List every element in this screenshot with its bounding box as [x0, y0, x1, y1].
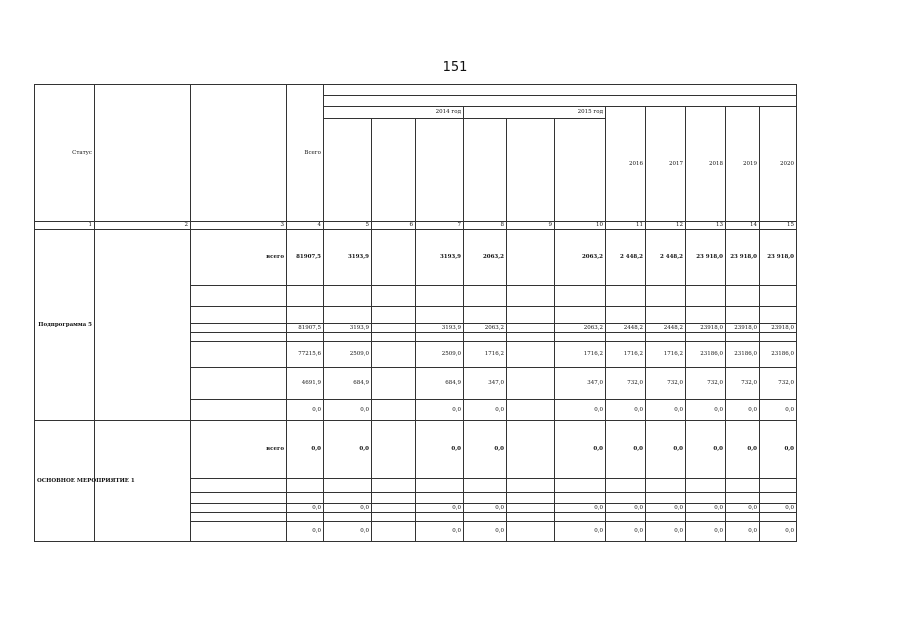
value-cell: 732,0: [726, 368, 760, 400]
value-cell: 0,0: [726, 504, 760, 513]
executor-cell: всего: [191, 230, 287, 286]
value-cell: [464, 493, 507, 504]
value-cell: [726, 286, 760, 307]
executor-cell: [191, 333, 287, 342]
value-cell: 732,0: [606, 368, 646, 400]
status-cell: ОСНОВНОЕ МЕРОПРИЯТИЕ 1: [35, 421, 95, 542]
value-cell: 0,0: [324, 504, 372, 513]
value-cell: 2063,2: [555, 230, 606, 286]
table-row: [35, 230, 797, 286]
value-cell: [464, 307, 507, 324]
header-year-2018: 2018: [686, 107, 726, 222]
value-cell: [324, 286, 372, 307]
value-cell: 0,0: [760, 522, 797, 542]
header-total: Всего: [287, 85, 324, 222]
executor-cell: всего: [191, 421, 287, 479]
executor-cell: [191, 286, 287, 307]
value-cell: 347,0: [464, 368, 507, 400]
value-cell: [507, 400, 555, 421]
value-cell: 81907,5: [287, 230, 324, 286]
value-cell: 0,0: [287, 504, 324, 513]
column-number-cell: 4: [287, 222, 324, 230]
value-cell: [726, 333, 760, 342]
value-cell: [324, 493, 372, 504]
value-cell: [324, 333, 372, 342]
value-cell: [606, 307, 646, 324]
value-cell: [760, 286, 797, 307]
executor-cell: [191, 324, 287, 333]
value-cell: [416, 307, 464, 324]
value-cell: 732,0: [646, 368, 686, 400]
value-cell: 1716,2: [646, 342, 686, 368]
executor-cell: [191, 400, 287, 421]
value-cell: [686, 333, 726, 342]
value-cell: 2 448,2: [606, 230, 646, 286]
value-cell: 0,0: [416, 421, 464, 479]
value-cell: [686, 513, 726, 522]
value-cell: [372, 479, 416, 493]
value-cell: [507, 368, 555, 400]
value-cell: [464, 286, 507, 307]
value-cell: 0,0: [760, 504, 797, 513]
value-cell: [416, 333, 464, 342]
value-cell: 0,0: [646, 400, 686, 421]
value-cell: 0,0: [324, 400, 372, 421]
value-cell: 0,0: [464, 522, 507, 542]
value-cell: 2509,0: [324, 342, 372, 368]
value-cell: [372, 368, 416, 400]
value-cell: [372, 513, 416, 522]
header-2014-regional: [416, 119, 464, 222]
value-cell: [555, 479, 606, 493]
value-cell: 23 918,0: [760, 230, 797, 286]
value-cell: 0,0: [606, 522, 646, 542]
value-cell: 23186,0: [686, 342, 726, 368]
value-cell: 0,0: [726, 421, 760, 479]
value-cell: [372, 342, 416, 368]
value-cell: [646, 479, 686, 493]
budget-table: [34, 84, 797, 542]
value-cell: 0,0: [606, 400, 646, 421]
value-cell: 23918,0: [726, 324, 760, 333]
value-cell: [555, 333, 606, 342]
value-cell: [507, 307, 555, 324]
header-year-2014: 2014 год: [324, 107, 464, 119]
value-cell: 4691,9: [287, 368, 324, 400]
value-cell: [372, 307, 416, 324]
value-cell: 0,0: [464, 421, 507, 479]
value-cell: [287, 333, 324, 342]
value-cell: 1716,2: [606, 342, 646, 368]
header-year-2017: 2017: [646, 107, 686, 222]
column-number-cell: 3: [191, 222, 287, 230]
value-cell: [507, 504, 555, 513]
value-cell: [287, 513, 324, 522]
value-cell: 0,0: [324, 522, 372, 542]
value-cell: [555, 307, 606, 324]
value-cell: 2509,0: [416, 342, 464, 368]
value-cell: 77215,6: [287, 342, 324, 368]
value-cell: 23186,0: [760, 342, 797, 368]
value-cell: 23918,0: [760, 324, 797, 333]
value-cell: 0,0: [646, 504, 686, 513]
executor-cell: [191, 307, 287, 324]
column-number-row: [35, 222, 797, 230]
value-cell: [606, 493, 646, 504]
executor-cell: [191, 513, 287, 522]
value-cell: 0,0: [726, 400, 760, 421]
value-cell: 2448,2: [606, 324, 646, 333]
value-cell: 0,0: [686, 522, 726, 542]
executor-cell: [191, 504, 287, 513]
value-cell: [646, 286, 686, 307]
value-cell: 0,0: [555, 504, 606, 513]
value-cell: [507, 493, 555, 504]
value-cell: [287, 286, 324, 307]
value-cell: [324, 307, 372, 324]
value-cell: 3193,9: [324, 324, 372, 333]
column-number-cell: 6: [372, 222, 416, 230]
value-cell: [372, 400, 416, 421]
value-cell: 2448,2: [646, 324, 686, 333]
executor-cell: [191, 522, 287, 542]
value-cell: 23918,0: [686, 324, 726, 333]
value-cell: 732,0: [760, 368, 797, 400]
value-cell: [464, 513, 507, 522]
header-year-2020: 2020: [760, 107, 797, 222]
value-cell: [464, 333, 507, 342]
column-number-cell: 11: [606, 222, 646, 230]
value-cell: [726, 479, 760, 493]
value-cell: [372, 286, 416, 307]
value-cell: [606, 333, 646, 342]
header-regional-budget: [324, 85, 797, 96]
value-cell: 0,0: [686, 504, 726, 513]
value-cell: [507, 421, 555, 479]
value-cell: [324, 479, 372, 493]
value-cell: 0,0: [464, 400, 507, 421]
value-cell: 0,0: [287, 400, 324, 421]
value-cell: [507, 230, 555, 286]
header-year-2016: 2016: [606, 107, 646, 222]
value-cell: [646, 513, 686, 522]
value-cell: 23186,0: [726, 342, 760, 368]
value-cell: [372, 493, 416, 504]
value-cell: 3193,9: [324, 230, 372, 286]
executor-cell: [191, 493, 287, 504]
value-cell: [760, 479, 797, 493]
program-name-cell: [95, 230, 191, 421]
header-program-name: [95, 85, 191, 222]
header-status: Статус: [35, 85, 95, 222]
header-including-by-years: [324, 96, 797, 107]
executor-cell: [191, 368, 287, 400]
value-cell: 732,0: [686, 368, 726, 400]
value-cell: [372, 324, 416, 333]
value-cell: 0,0: [646, 421, 686, 479]
value-cell: [507, 333, 555, 342]
value-cell: 1716,2: [555, 342, 606, 368]
value-cell: 3193,9: [416, 230, 464, 286]
value-cell: 23 918,0: [686, 230, 726, 286]
column-number-cell: 1: [35, 222, 95, 230]
value-cell: [726, 307, 760, 324]
value-cell: 3193,9: [416, 324, 464, 333]
header-year-2015: 2015 год: [464, 107, 606, 119]
header-2015-regional: [555, 119, 606, 222]
column-number-cell: 14: [726, 222, 760, 230]
column-number-cell: 12: [646, 222, 686, 230]
value-cell: [507, 324, 555, 333]
value-cell: [726, 513, 760, 522]
value-cell: [416, 286, 464, 307]
value-cell: 0,0: [287, 522, 324, 542]
value-cell: 0,0: [726, 522, 760, 542]
value-cell: 0,0: [416, 522, 464, 542]
value-cell: 0,0: [760, 421, 797, 479]
value-cell: [726, 493, 760, 504]
value-cell: [464, 479, 507, 493]
value-cell: 0,0: [287, 421, 324, 479]
value-cell: [507, 522, 555, 542]
header-2015-federal: [507, 119, 555, 222]
value-cell: 0,0: [416, 504, 464, 513]
value-cell: [416, 493, 464, 504]
column-number-cell: 15: [760, 222, 797, 230]
value-cell: [760, 513, 797, 522]
value-cell: [760, 307, 797, 324]
value-cell: [646, 493, 686, 504]
value-cell: [686, 479, 726, 493]
value-cell: [324, 513, 372, 522]
page-number: 151: [442, 60, 468, 75]
value-cell: 0,0: [416, 400, 464, 421]
column-number-cell: 2: [95, 222, 191, 230]
value-cell: [507, 286, 555, 307]
value-cell: [646, 333, 686, 342]
value-cell: [507, 342, 555, 368]
value-cell: [555, 513, 606, 522]
value-cell: [372, 230, 416, 286]
status-cell: Подпрограмма 5: [35, 230, 95, 421]
value-cell: [646, 307, 686, 324]
value-cell: 0,0: [606, 504, 646, 513]
header-year-2019: 2019: [726, 107, 760, 222]
value-cell: [686, 307, 726, 324]
value-cell: [555, 286, 606, 307]
value-cell: [686, 286, 726, 307]
table-row: [35, 421, 797, 479]
value-cell: 0,0: [324, 421, 372, 479]
value-cell: [760, 333, 797, 342]
value-cell: [760, 493, 797, 504]
header-2015-total: [464, 119, 507, 222]
value-cell: [606, 286, 646, 307]
value-cell: 347,0: [555, 368, 606, 400]
column-number-cell: 9: [507, 222, 555, 230]
value-cell: 0,0: [555, 522, 606, 542]
value-cell: 2063,2: [464, 324, 507, 333]
column-number-cell: 8: [464, 222, 507, 230]
value-cell: 81907,5: [287, 324, 324, 333]
value-cell: [507, 479, 555, 493]
column-number-cell: 5: [324, 222, 372, 230]
value-cell: [606, 479, 646, 493]
value-cell: [555, 493, 606, 504]
value-cell: 0,0: [464, 504, 507, 513]
value-cell: [287, 307, 324, 324]
value-cell: [507, 513, 555, 522]
value-cell: 0,0: [606, 421, 646, 479]
value-cell: [416, 479, 464, 493]
value-cell: 684,9: [416, 368, 464, 400]
column-number-cell: 7: [416, 222, 464, 230]
header-2014-total: [324, 119, 372, 222]
column-number-cell: 13: [686, 222, 726, 230]
value-cell: 0,0: [760, 400, 797, 421]
value-cell: 0,0: [686, 400, 726, 421]
value-cell: [372, 522, 416, 542]
header-2014-federal: [372, 119, 416, 222]
value-cell: [287, 479, 324, 493]
value-cell: [372, 421, 416, 479]
value-cell: 1716,2: [464, 342, 507, 368]
executor-cell: [191, 479, 287, 493]
column-number-cell: 10: [555, 222, 606, 230]
value-cell: 2 448,2: [646, 230, 686, 286]
value-cell: [372, 504, 416, 513]
value-cell: 23 918,0: [726, 230, 760, 286]
value-cell: [606, 513, 646, 522]
value-cell: 2063,2: [464, 230, 507, 286]
value-cell: [372, 333, 416, 342]
value-cell: 0,0: [686, 421, 726, 479]
value-cell: 684,9: [324, 368, 372, 400]
value-cell: 0,0: [555, 400, 606, 421]
header-executor: [191, 85, 287, 222]
value-cell: [416, 513, 464, 522]
value-cell: 2063,2: [555, 324, 606, 333]
value-cell: 0,0: [646, 522, 686, 542]
value-cell: [686, 493, 726, 504]
value-cell: 0,0: [555, 421, 606, 479]
executor-cell: [191, 342, 287, 368]
value-cell: [287, 493, 324, 504]
